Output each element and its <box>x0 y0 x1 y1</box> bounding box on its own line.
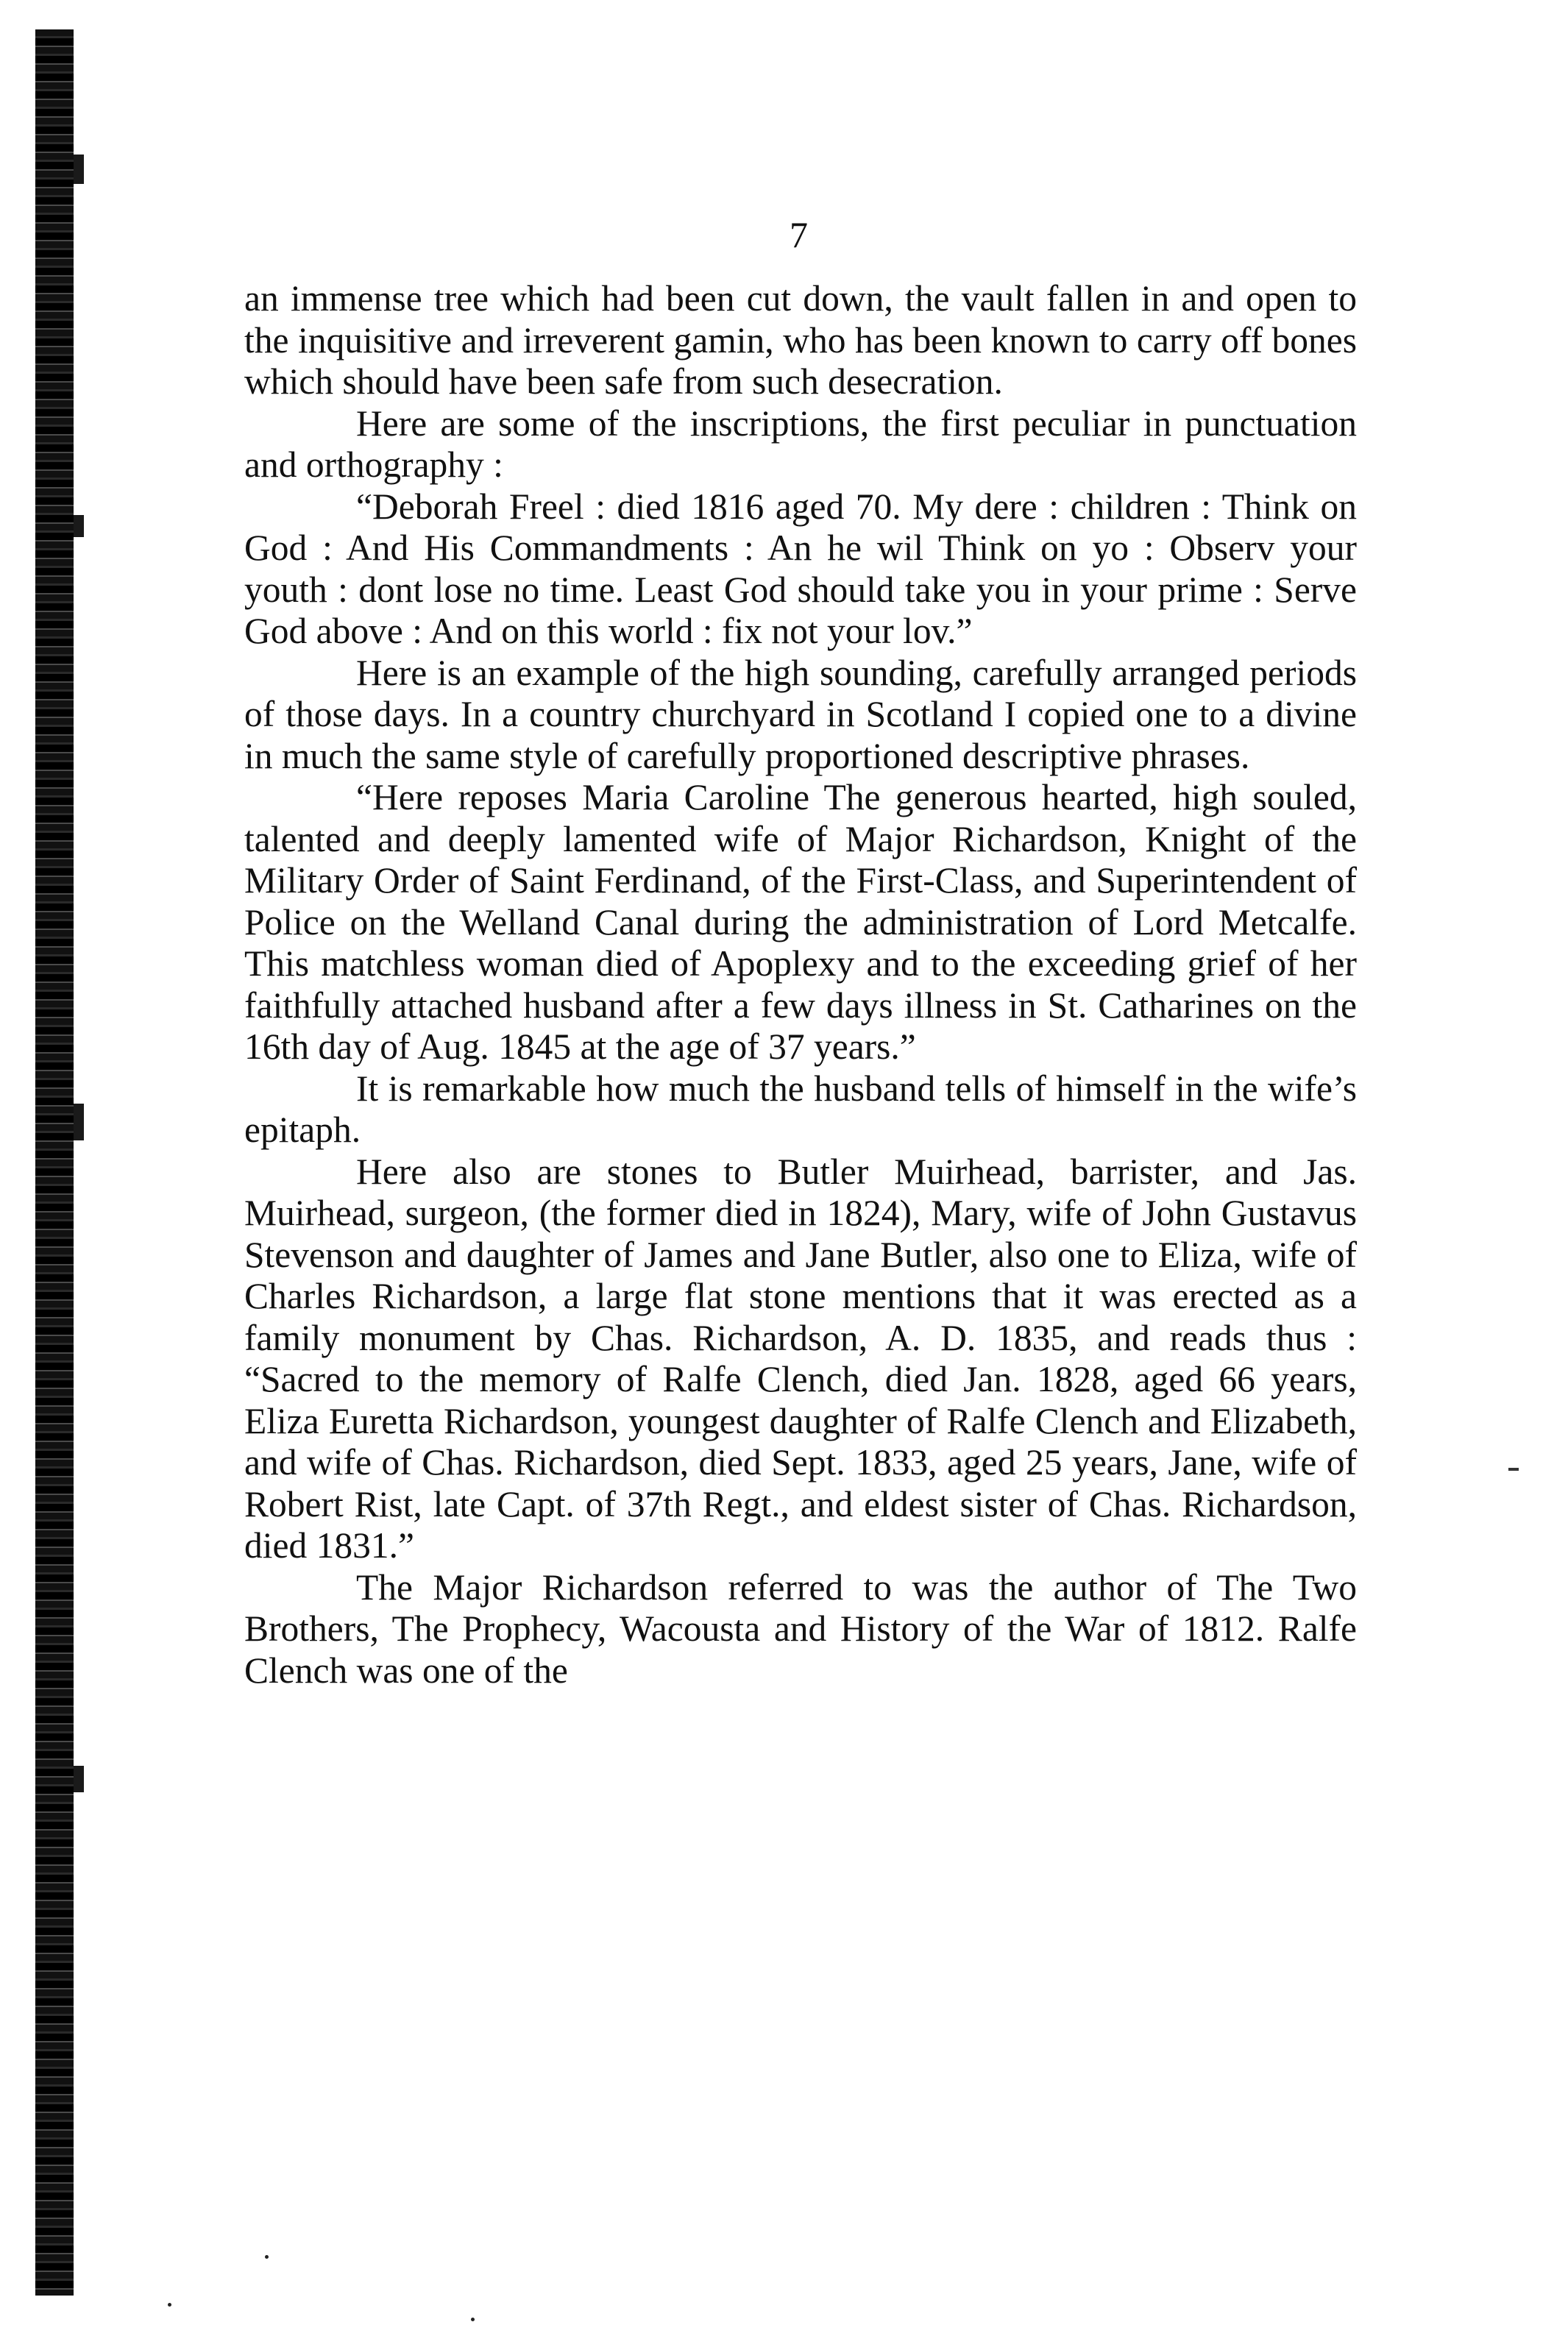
body-text <box>244 278 1357 1691</box>
paragraph: It is remarkable how much the husband tells of himself in the wife’s epitaph. <box>244 1068 1357 1150</box>
binding-speck <box>74 155 84 184</box>
stray-mark <box>471 2318 475 2321</box>
page-binding-edge <box>35 29 74 2296</box>
paragraph: an immense tree which had been cut down, the vault fallen in and open to the inquisitive and irreverent gamin, who has been known to carry off bones which should have been safe from such desecration. <box>244 278 1357 402</box>
paragraph: Here are some of the inscriptions, the first peculiar in punctuation and orthography : <box>244 402 1357 485</box>
paragraph: Here is an example of the high sounding, carefully arranged periods of those days. In a country churchyard in Scotland I copied one to a divine in much the same style of carefully proportioned descriptive phrases. <box>244 652 1357 776</box>
paragraph: Here also are stones to Butler Muirhead, barrister, and Jas. Muirhead, surgeon, (the former died in 1824), Mary, wife of John Gustavus Stevenson and daughter of James and Jane Butler, also one to Eliza, wife of Charles Richardson, a large flat stone mentions that it was erected as a family monument by Chas. Richardson, A. D. 1835, and reads thus : “Sacred to the memory of Ralfe Clench, died Jan. 1828, aged 66 years, Eliza Euretta Richardson, youngest daughter of Ralfe Clench and Elizabeth, and wife of Chas. Richardson, died Sept. 1833, aged 25 years, Jane, wife of Robert Rist, late Capt. of 37th Regt., and eldest sister of Chas. Richardson, died 1831.” <box>244 1151 1357 1566</box>
binding-speck <box>74 515 84 537</box>
page-number: 7 <box>790 214 808 255</box>
stray-mark <box>265 2255 269 2259</box>
epitaph-quote: “Deborah Freel : died 1816 aged 70. My dere : children : Think on God : And His Commandments : An he wil Think on yo : Observ your youth : dont lose no time. Least God should take you in your prime : Serve God above : And on this world : fix not your lov.” <box>244 486 1357 651</box>
stray-mark <box>1508 1468 1519 1471</box>
binding-speck <box>74 1766 84 1792</box>
stray-mark <box>168 2303 171 2307</box>
epitaph-quote: “Here reposes Maria Caroline The generous hearted, high souled, talented and deeply lamented wife of Major Richardson, Knight of the Military Order of Saint Ferdinand, of the First-Class, and Superintendent of Police on the Welland Canal during the administration of Lord Metcalfe. This matchless woman died of Apoplexy and to the exceeding grief of her faithfully attached husband after a few days illness in St. Catharines on the 16th day of Aug. 1845 at the age of 37 years.” <box>244 777 1357 1067</box>
paragraph: The Major Richardson referred to was the author of The Two Brothers, The Prophecy, Wacousta and History of the War of 1812. Ralfe Clench was one of the <box>244 1566 1357 1691</box>
binding-speck <box>74 1104 84 1140</box>
